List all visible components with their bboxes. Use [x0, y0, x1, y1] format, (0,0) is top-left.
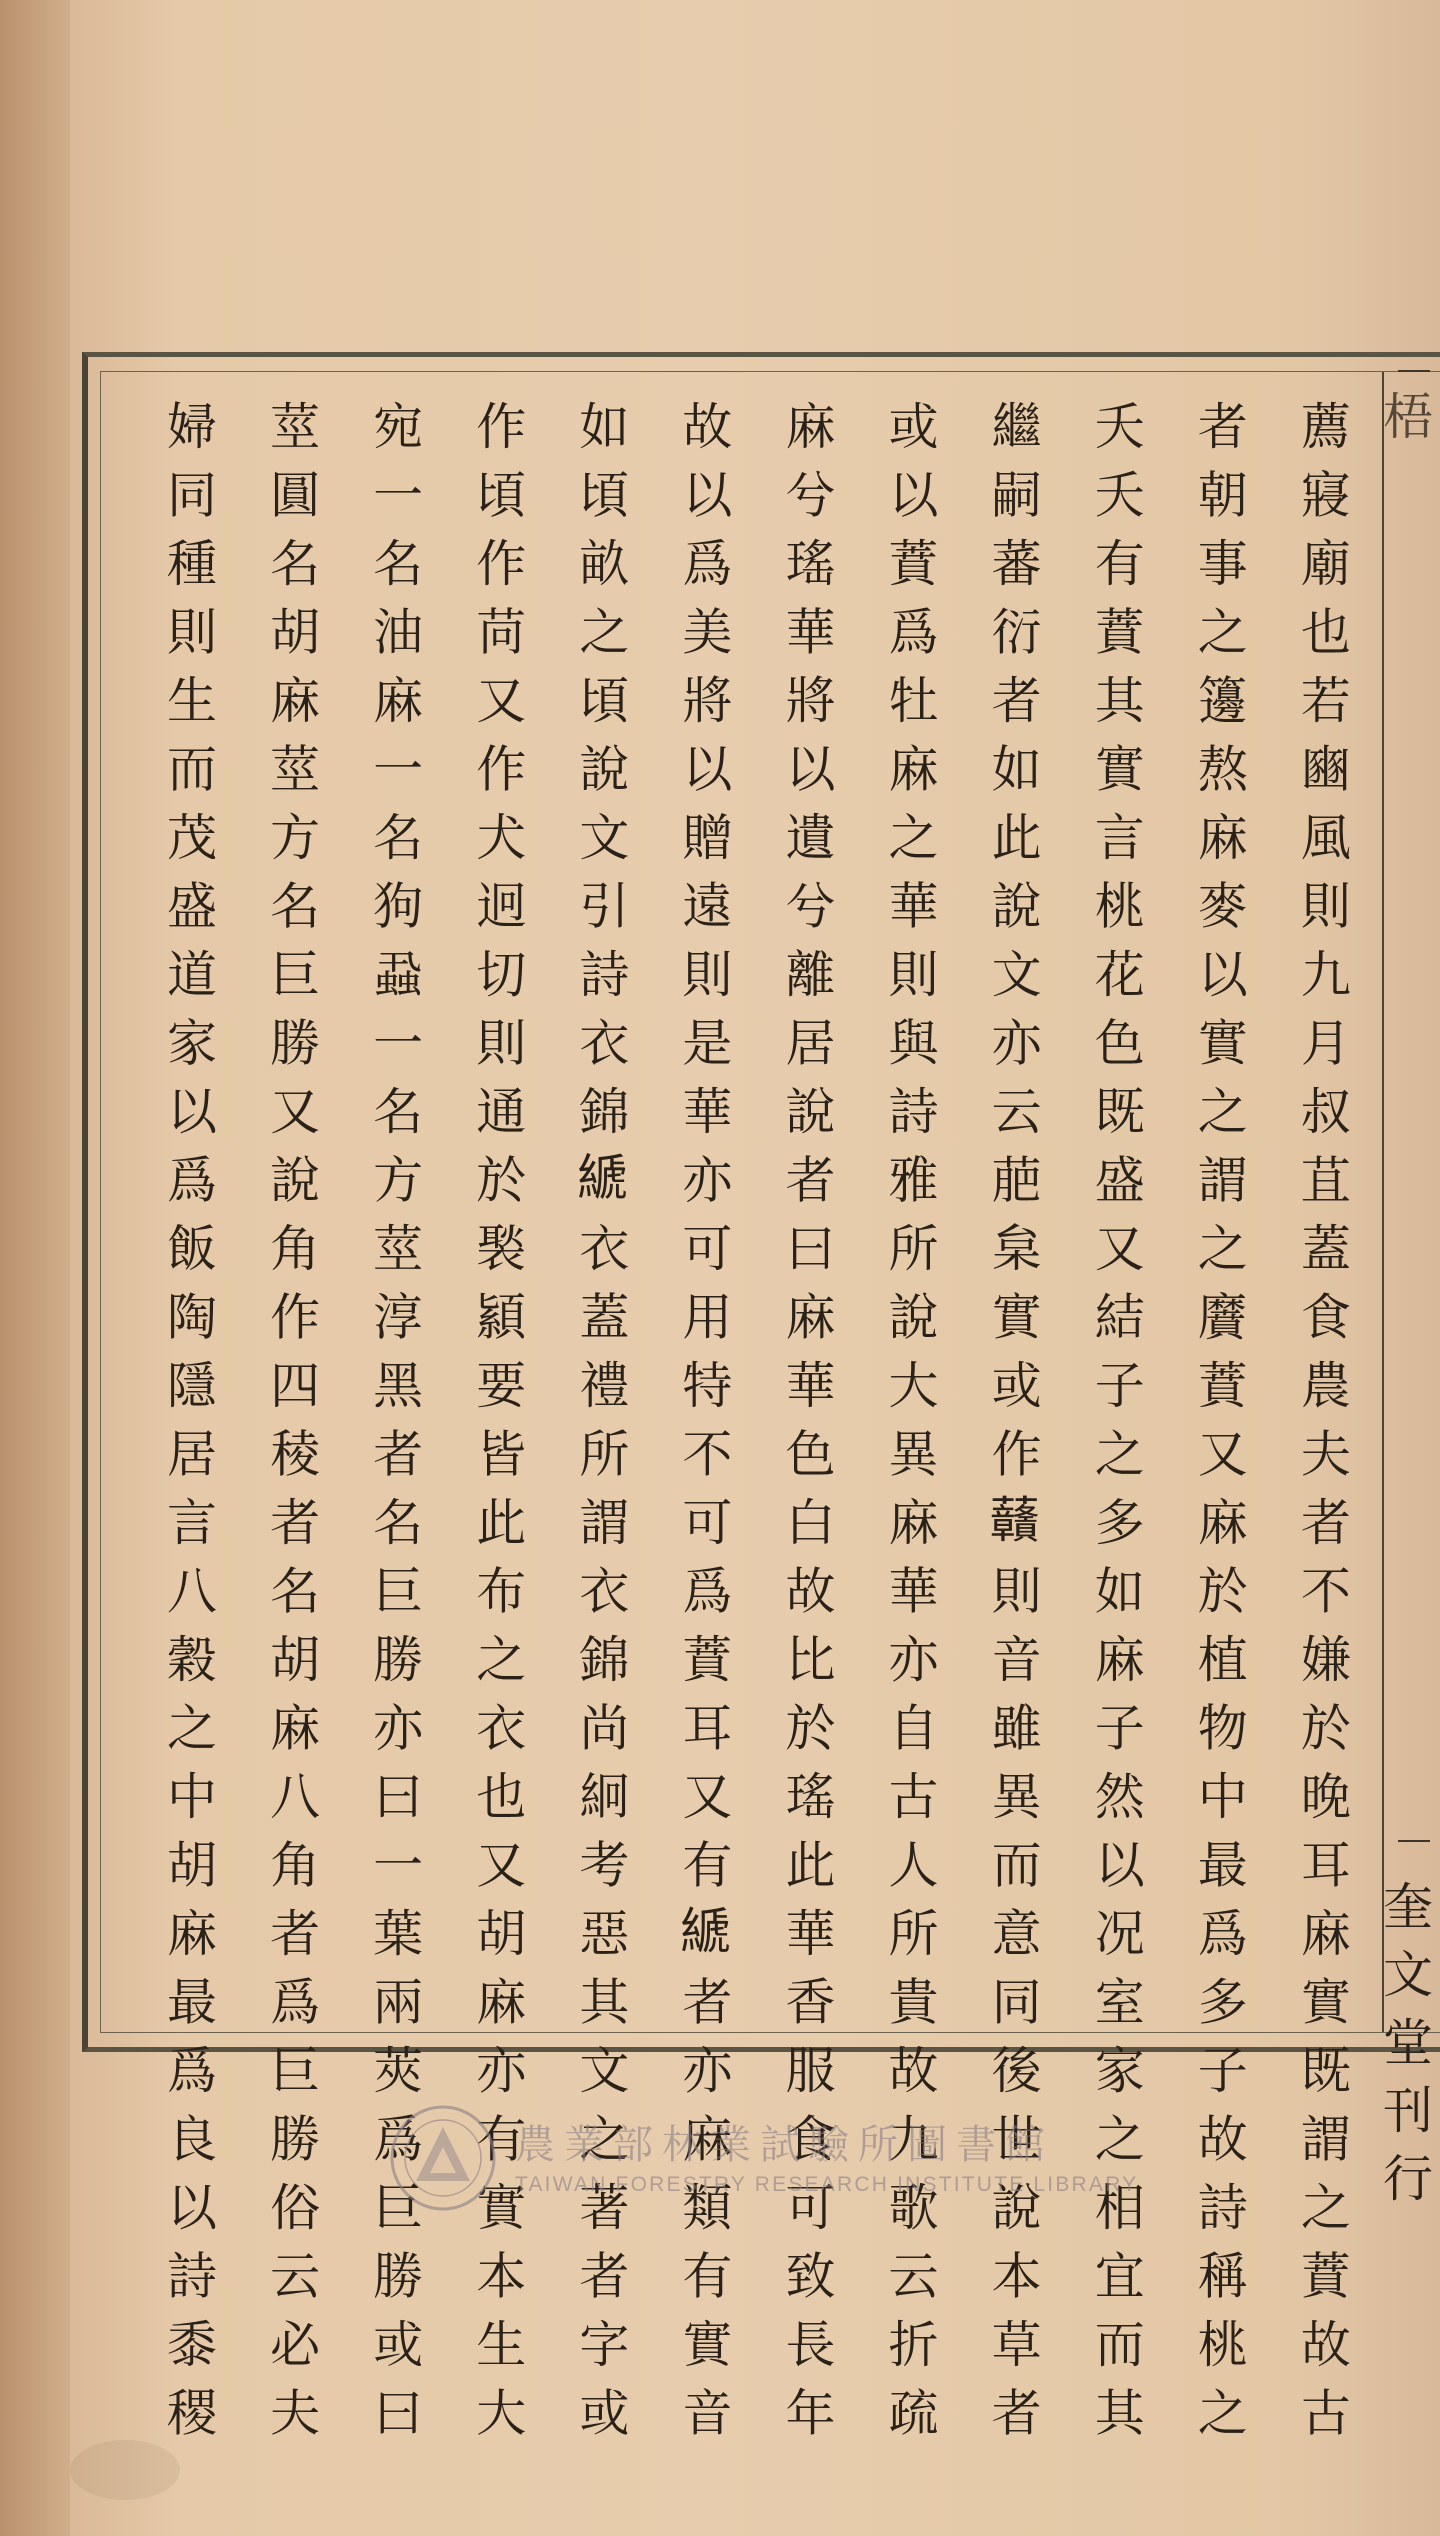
text-column: 或以蕡爲牡麻之華則與詩雅所說大異麻華亦自古人所貴故九歌云折疏: [880, 400, 939, 2455]
text-column: 者朝事之籩熬麻麥以實之謂之黂蕡又麻於植物中最爲多子故詩稱桃之: [1189, 400, 1248, 2455]
text-column: 麻兮瑤華將以遺兮離居說者曰麻華色白故比於瑤此華香服食可致長年: [777, 400, 836, 2455]
text-column: 莖圓名胡麻莖方名巨勝又說角作四稜者名胡麻八角者爲巨勝俗云必夫: [262, 400, 321, 2455]
page-binding-shadow: [0, 0, 70, 2536]
margin-tick-mark: [1398, 1840, 1430, 1842]
margin-tick-mark: [1398, 370, 1430, 372]
library-stamp: [380, 2095, 1139, 2245]
text-column: 夭夭有蕡其實言桃花色既盛又結子之多如麻子然以况室家之相宜而其: [1086, 400, 1145, 2455]
text-column: 故以爲美將以贈遠則是華亦可用特不可爲蕡耳又有𦃇者亦麻類有實音: [674, 400, 733, 2455]
text-column: 作頃作苘又作犬迥切則通於褧顈要皆此布之衣也又胡麻亦有實本生大: [468, 400, 527, 2455]
text-column: 薦寢廟也若豳風則九月叔苴蓋食農夫者不嫌於晚耳麻實既謂之蕡故古: [1292, 400, 1351, 2455]
text-column: 宛一名油麻一名狗蝨一名方莖淳黑者名巨勝亦曰一葉兩莢爲巨勝或曰: [365, 400, 424, 2455]
margin-title-fragment: 梧: [1375, 390, 1433, 460]
text-column: 繼嗣蕃衍者如此說文亦云萉枲實或作𧆐則音雖異而意同後世說本草者: [983, 400, 1042, 2455]
publisher-imprint: 奎文堂刊行: [1375, 1880, 1433, 2220]
text-column: 婦同種則生而茂盛道家以爲飯陶隱居言八穀之中胡麻最爲良以詩黍稷: [159, 400, 217, 2455]
paper-smudge: [70, 2440, 180, 2500]
margin-divider-line: [1382, 372, 1384, 2032]
library-name-chinese: 農業部林業試驗所圖書館: [515, 2122, 1054, 2168]
text-column: 如頃畝之頃說文引詩衣錦𦃇衣蓋禮所謂衣錦尚絅考惡其文之著者字或: [571, 400, 630, 2455]
library-seal-icon: [388, 2103, 498, 2213]
library-name-english: TAIWAN FORESTRY RESEARCH INSTITUTE LIBRARY: [515, 2173, 1139, 2196]
